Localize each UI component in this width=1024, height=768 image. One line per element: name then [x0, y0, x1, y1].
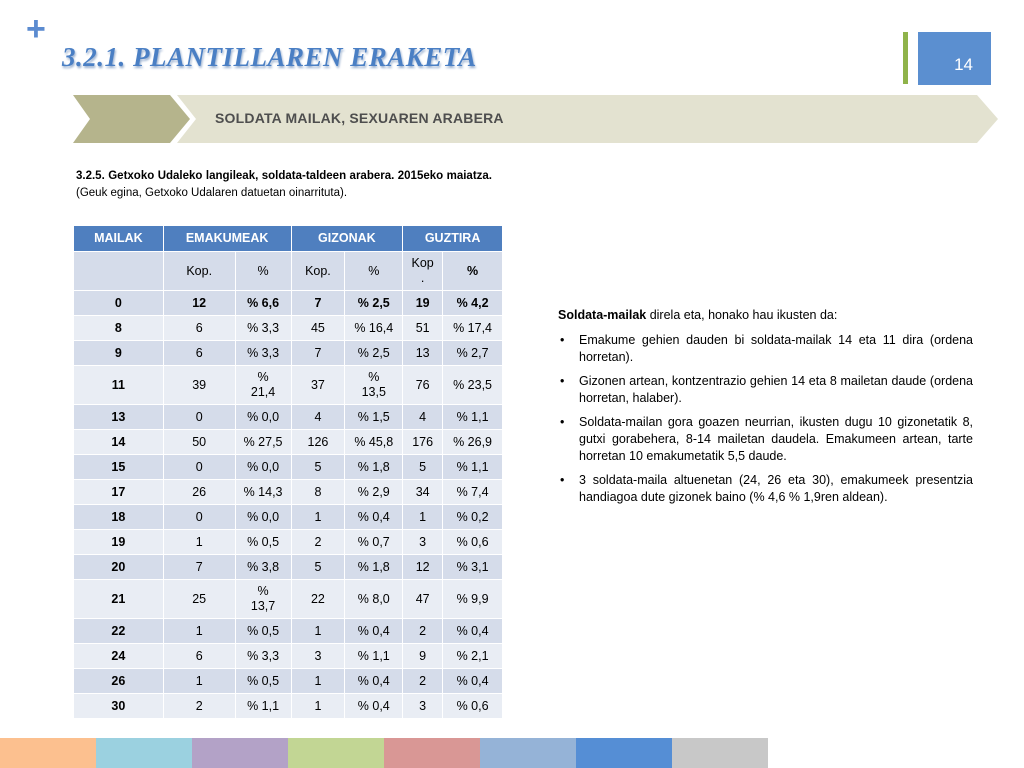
row-value-cell: 51: [403, 316, 443, 341]
row-value-cell: 176: [403, 430, 443, 455]
footer-color-block: [384, 738, 480, 768]
row-value-cell: 12: [163, 291, 235, 316]
row-value-cell: 5: [291, 555, 345, 580]
row-value-cell: % 17,4: [443, 316, 503, 341]
row-level-cell: 9: [74, 341, 164, 366]
row-value-cell: % 14,3: [235, 480, 291, 505]
row-value-cell: % 0,6: [443, 530, 503, 555]
row-value-cell: % 21,4: [235, 366, 291, 405]
row-value-cell: % 2,7: [443, 341, 503, 366]
row-value-cell: % 45,8: [345, 430, 403, 455]
subheader-cell: Kop.: [291, 252, 345, 291]
intro-rest: direla eta, honako hau ikusten da:: [646, 308, 838, 322]
row-value-cell: % 3,3: [235, 341, 291, 366]
row-value-cell: % 9,9: [443, 580, 503, 619]
row-value-cell: 1: [163, 619, 235, 644]
row-value-cell: 0: [163, 405, 235, 430]
table-row: [74, 455, 503, 480]
row-value-cell: 1: [291, 669, 345, 694]
row-value-cell: 5: [291, 455, 345, 480]
row-level-cell: 17: [74, 480, 164, 505]
row-value-cell: 1: [403, 505, 443, 530]
row-value-cell: % 1,1: [443, 405, 503, 430]
row-value-cell: % 0,5: [235, 530, 291, 555]
table-row: [74, 405, 503, 430]
table-row: [74, 505, 503, 530]
table-row: [74, 555, 503, 580]
footer-color-block: [96, 738, 192, 768]
row-value-cell: % 23,5: [443, 366, 503, 405]
row-value-cell: 7: [291, 291, 345, 316]
row-value-cell: % 3,1: [443, 555, 503, 580]
bullet-item: • 3 soldata-maila altuenetan (24, 26 eta 30), emakumeek presentzia handiagoa dute gizonek baino (% 4,6 % 1,9ren aldean).: [558, 472, 973, 506]
subheader-cell: Kop .: [403, 252, 443, 291]
row-value-cell: % 0,2: [443, 505, 503, 530]
row-value-cell: % 1,5: [345, 405, 403, 430]
table-row: [74, 430, 503, 455]
table-row: [74, 291, 503, 316]
row-value-cell: % 0,4: [443, 669, 503, 694]
analysis-intro: [558, 307, 973, 324]
intro-bold: Soldata-mailak: [558, 308, 647, 322]
row-level-cell: 22: [74, 619, 164, 644]
header-mailak: MAILAK: [74, 226, 164, 252]
section-banner: [0, 0, 1024, 160]
row-value-cell: % 1,1: [443, 455, 503, 480]
table-row: [74, 366, 503, 405]
row-value-cell: 12: [403, 555, 443, 580]
row-level-cell: 24: [74, 644, 164, 669]
row-level-cell: 26: [74, 669, 164, 694]
table-row: [74, 530, 503, 555]
analysis-bullets: [558, 332, 973, 506]
row-value-cell: 2: [163, 694, 235, 719]
caption-source: (Geuk egina, Getxoko Udalaren datuetan oinarrituta).: [76, 187, 348, 199]
footer-color-block: [480, 738, 576, 768]
row-value-cell: % 2,5: [345, 341, 403, 366]
row-value-cell: % 0,4: [345, 669, 403, 694]
row-level-cell: 21: [74, 580, 164, 619]
row-value-cell: 8: [291, 480, 345, 505]
row-value-cell: % 13,5: [345, 366, 403, 405]
table-header-row: [74, 226, 503, 252]
row-value-cell: 2: [403, 619, 443, 644]
table-row: [74, 669, 503, 694]
header-emakumeak: EMAKUMEAK: [163, 226, 291, 252]
footer-color-strip: [0, 738, 768, 768]
bullet-item: • Emakume gehien dauden bi soldata-mailak 14 eta 11 dira (ordena horretan).: [558, 332, 973, 366]
row-value-cell: % 0,0: [235, 505, 291, 530]
row-value-cell: % 0,4: [345, 694, 403, 719]
subheader-cell: %: [443, 252, 503, 291]
row-value-cell: 47: [403, 580, 443, 619]
table-row: [74, 619, 503, 644]
row-value-cell: % 3,3: [235, 316, 291, 341]
row-level-cell: 19: [74, 530, 164, 555]
caption-title: 3.2.5. Getxoko Udaleko langileak, soldata-taldeen arabera. 2015eko maiatza.: [76, 170, 492, 182]
row-value-cell: 3: [291, 644, 345, 669]
row-value-cell: % 27,5: [235, 430, 291, 455]
row-value-cell: 1: [291, 694, 345, 719]
page-number: 14: [954, 55, 973, 74]
row-value-cell: % 0,4: [443, 619, 503, 644]
row-value-cell: 50: [163, 430, 235, 455]
row-value-cell: 0: [163, 455, 235, 480]
footer-color-block: [192, 738, 288, 768]
subheader-cell: [74, 252, 164, 291]
row-value-cell: % 16,4: [345, 316, 403, 341]
table-row: [74, 341, 503, 366]
row-value-cell: % 0,5: [235, 669, 291, 694]
row-level-cell: 20: [74, 555, 164, 580]
footer-color-block: [0, 738, 96, 768]
row-value-cell: 7: [291, 341, 345, 366]
row-value-cell: % 2,9: [345, 480, 403, 505]
row-value-cell: 126: [291, 430, 345, 455]
row-value-cell: % 7,4: [443, 480, 503, 505]
row-value-cell: 26: [163, 480, 235, 505]
row-value-cell: % 1,1: [235, 694, 291, 719]
subheader-cell: %: [345, 252, 403, 291]
row-value-cell: 3: [403, 694, 443, 719]
row-value-cell: 6: [163, 341, 235, 366]
row-level-cell: 30: [74, 694, 164, 719]
row-value-cell: % 0,5: [235, 619, 291, 644]
row-value-cell: 2: [291, 530, 345, 555]
row-value-cell: % 0,4: [345, 505, 403, 530]
row-value-cell: 7: [163, 555, 235, 580]
salary-levels-table: [73, 225, 503, 719]
row-value-cell: 9: [403, 644, 443, 669]
table-subheader-row: [74, 252, 503, 291]
header-gizonak: GIZONAK: [291, 226, 403, 252]
row-value-cell: 1: [291, 619, 345, 644]
row-value-cell: % 13,7: [235, 580, 291, 619]
row-level-cell: 8: [74, 316, 164, 341]
row-value-cell: 0: [163, 505, 235, 530]
row-value-cell: % 0,7: [345, 530, 403, 555]
row-value-cell: 1: [291, 505, 345, 530]
row-value-cell: 2: [403, 669, 443, 694]
row-value-cell: 39: [163, 366, 235, 405]
row-value-cell: % 0,0: [235, 405, 291, 430]
subheader-cell: %: [235, 252, 291, 291]
row-value-cell: % 6,6: [235, 291, 291, 316]
row-value-cell: 13: [403, 341, 443, 366]
footer-color-block: [576, 738, 672, 768]
table-row: [74, 580, 503, 619]
row-value-cell: 1: [163, 669, 235, 694]
row-value-cell: 25: [163, 580, 235, 619]
row-value-cell: % 3,3: [235, 644, 291, 669]
header-guztira: GUZTIRA: [403, 226, 503, 252]
row-value-cell: 6: [163, 316, 235, 341]
row-value-cell: 22: [291, 580, 345, 619]
row-value-cell: % 0,0: [235, 455, 291, 480]
row-level-cell: 18: [74, 505, 164, 530]
row-value-cell: 4: [403, 405, 443, 430]
table-row: [74, 480, 503, 505]
row-value-cell: % 0,4: [345, 619, 403, 644]
row-value-cell: % 2,5: [345, 291, 403, 316]
subheader-cell: Kop.: [163, 252, 235, 291]
row-level-cell: 14: [74, 430, 164, 455]
row-level-cell: 11: [74, 366, 164, 405]
row-value-cell: 3: [403, 530, 443, 555]
row-level-cell: 13: [74, 405, 164, 430]
table-row: [74, 644, 503, 669]
row-value-cell: % 8,0: [345, 580, 403, 619]
banner-label: SOLDATA MAILAK, SEXUAREN ARABERA: [215, 110, 504, 126]
row-value-cell: 37: [291, 366, 345, 405]
row-value-cell: 76: [403, 366, 443, 405]
row-level-cell: 15: [74, 455, 164, 480]
footer-color-block: [672, 738, 768, 768]
plus-icon: +: [26, 10, 46, 48]
row-value-cell: 6: [163, 644, 235, 669]
banner-left-arrow: [73, 95, 190, 143]
row-value-cell: % 4,2: [443, 291, 503, 316]
table-row: [74, 694, 503, 719]
row-value-cell: 5: [403, 455, 443, 480]
analysis-text: [558, 307, 973, 513]
row-value-cell: 34: [403, 480, 443, 505]
bullet-item: • Gizonen artean, kontzentrazio gehien 14 eta 8 mailetan daude (ordena horretan, halaber).: [558, 373, 973, 407]
footer-color-block: [288, 738, 384, 768]
row-value-cell: % 1,8: [345, 555, 403, 580]
table-row: [74, 316, 503, 341]
row-value-cell: 45: [291, 316, 345, 341]
row-value-cell: 4: [291, 405, 345, 430]
page-title: 3.2.1. PLANTILLAREN ERAKETA: [62, 42, 477, 72]
row-value-cell: % 0,6: [443, 694, 503, 719]
row-value-cell: % 26,9: [443, 430, 503, 455]
row-value-cell: 19: [403, 291, 443, 316]
row-level-cell: 0: [74, 291, 164, 316]
bullet-item: • Soldata-mailan gora goazen neurrian, ikusten dugu 10 gizonetatik 8, gutxi gorabehera, 8-14 mailetan daudela. Emakumeen artean, tarte horretan 10 emakumetatik 5,5 daude.: [558, 414, 973, 465]
row-value-cell: % 1,1: [345, 644, 403, 669]
row-value-cell: % 2,1: [443, 644, 503, 669]
table-caption: [76, 168, 492, 202]
row-value-cell: % 3,8: [235, 555, 291, 580]
row-value-cell: 1: [163, 530, 235, 555]
row-value-cell: % 1,8: [345, 455, 403, 480]
